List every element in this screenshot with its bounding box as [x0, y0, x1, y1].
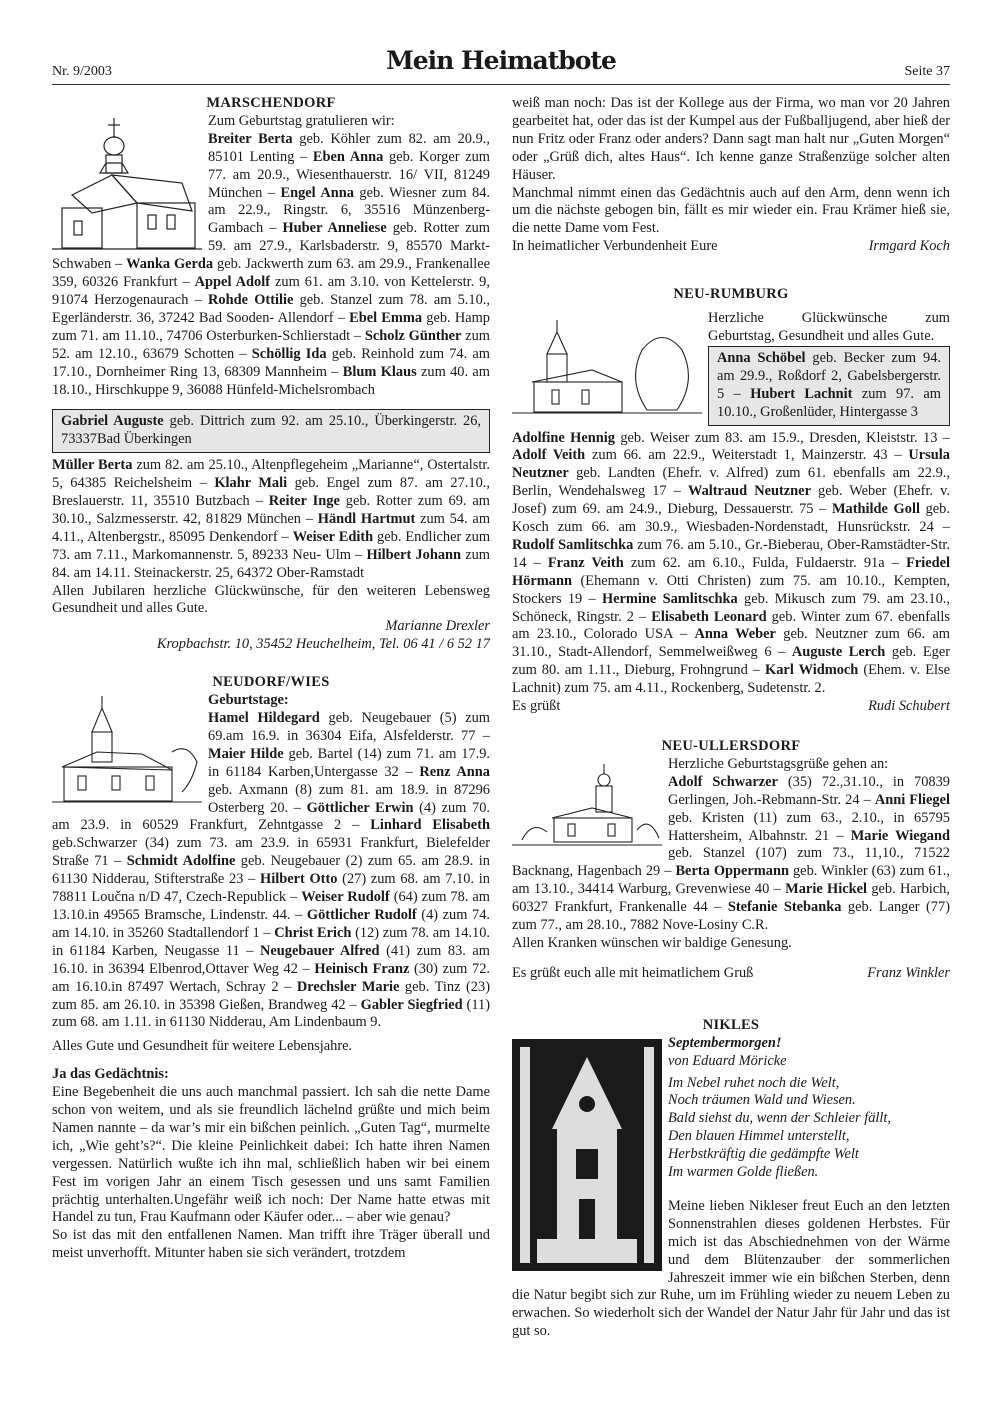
section-title: NIKLES — [702, 1016, 760, 1033]
poem-line: Bald siehst du, wenn der Schleier fällt, — [668, 1110, 892, 1127]
section-marschendorf — [52, 95, 490, 654]
church-illustration — [52, 692, 202, 807]
story-cont-1: weiß man noch: Das ist der Kollege aus der Firma, wo man vor 20 Jahren gearbeitet hat, oder das ist der Kumpel aus der Fußballjugend, aber hieß der nun Fritz oder Franz oder anders? Dann sagt man halt nur „Guten Morgen“ oder „Grüß dich, altes Haus“. Ich kenne ganze Straßenzüge solcher alten Häuser. — [512, 95, 950, 183]
signature: Es grüßt euch alle mit heimatlichem Gruß Franz Winkler — [512, 964, 950, 981]
poem-author: von Eduard Möricke — [668, 1052, 787, 1069]
section-title: NEU-ULLERSDORF — [661, 738, 801, 754]
story-cont-2: Manchmal nimmt einen das Gedächtnis auch auf den Arm, denn wenn ich um die nächste gebogen bin, fällt es mir wieder ein. Frau Krämer hieß sie, die nette Dame vom Fest. — [512, 184, 950, 237]
subheading: Geburtstage: — [208, 692, 289, 709]
section-title: MARSCHENDORF — [206, 95, 336, 111]
story-title: Ja das Gedächtnis: — [52, 1066, 169, 1083]
birthday-list-2: Müller Berta zum 82. am 25.10., Altenpflegeheim „Marianne“, Ostertalstr. 5, 64385 Reichelsheim – Klahr Mali geb. Engel zum 87. am 27.10., Breslauerstr. 11, 35510 Butzbach – Reiter Inge geb. Rotter zum 69. am 30.10., Salzmesserstr. 42, 81829 München – Händl Hartmut zum 54. am 4.11., Altenbergstr., 85095 Denkendorf – Weiser Edith geb. Endlicher zum 73. am 7.11., Markomannenstr. 5, 89233 Neu- Ulm – Hilbert Johann zum 84. am 14.11. Steinackerstr. 25, 64372 Ober-Ramstadt — [52, 457, 491, 581]
author-address: Kropbachstr. 10, 35452 Heuchelheim, Tel. 06 41 / 6 52 17 — [156, 636, 490, 653]
section-neudorf-wies — [52, 674, 490, 1263]
story-signature: In heimatlicher Verbundenheit Eure Irmgard Koch — [512, 238, 950, 255]
birthday-list-1: Breiter Berta geb. Köhler zum 82. am 20.9., 85101 Lenting – Eben Anna geb. Korger zum 77. am 20.9., Wiesenthauerstr. 16/ VII, 81249 München – Engel Anna geb. Wiesner zum 84. am 22.9., Ringstr. 6, 35516 Münzenberg-Gambach – Huber Anneliese geb. Rotter zum 59. am 27.9., Karlsbaderstr. 9, 85570 Markt- Schwaben – Wanka Gerda geb. Jackwerth zum 63. am 29.9., Frankenallee 359, 60326 Frankfurt – Appel Adolf zum 61. am 3.10. von Kettelerstr. 9, 91074 Herzogenaurach – Rohde Ottilie geb. Stanzel zum 78. am 5.10., Egerländerstr. 36, 37242 Bad Sooden- Allendorf – Ebel Emma geb. Hamp zum 71. am 11.10., 74706 Osterburken-Schlierstadt – Scholz Günther zum 52. am 12.10., 63679 Schotten – Schöllig Ida geb. Reinhold zum 74. am 17.10., Dornheimer Ring 13, 68309 Mannheim – Blum Klaus zum 40. am 18.10., Hirschkuppe 9, 36088 Hünfeld-Michelsrombach — [52, 130, 490, 398]
issue-number: Nr. 9/2003 — [52, 64, 112, 79]
church-illustration — [52, 113, 202, 253]
birthday-list: Adolf Schwarzer (35) 72.,31.10., in 70839 Gerlingen, Joh.-Rebmann-Str. 24 – Anni Fliegel geb. Kristen (11) zum 63., 2.10., in 65795 Hattersheim, Albahnstr. 21 – Marie Wiegand geb. Stanzel (107) zum 73., 11,10., 71522 Backnang, Hagenbach 29 – Berta Oppermann geb. Winkler (63) zum 61., am 13.10., 34414 Warburg, Grevenwiese 40 – Marie Hickel geb. Harbich, 60327 Frankfurt, Frankenalle 44 – Stefanie Stebanka geb. Langer (77) zum 77., am 28.10., 7882 Nove-Losiny C.R. — [512, 773, 951, 934]
greeting-intro: Herzliche Geburtstagsgrüße gehen an: — [668, 755, 889, 772]
page-number: Seite 37 — [904, 64, 950, 79]
closing-text: Allen Jubilaren herzliche Glückwünsche, für den weiteren Lebensweg Gesundheit und alles Gute. — [52, 582, 490, 617]
nikles-text: Meine lieben Nikleser freut Euch an den letzten Sonnenstrahlen dieses goldenen Herbstes. Für mich ist das Abschiednehmen von der Wärme und dem Blütenzauber der sommerlichen Jahreszeit immer wie ein bißchen Sterben, denn die Natur begibt sich zur Ruhe, um im Frühling wieder zu neuem Leben zu erwachen. So wiederholt sich der Wandel der Natur Jahr für Jahr und das ist gut so. — [512, 1197, 950, 1340]
sick-wish: Allen Kranken wünschen wir baldige Genesung. — [512, 934, 792, 951]
birthday-list: Hamel Hildegard geb. Neugebauer (5) zum 69.am 16.9. in 36304 Eifa, Alsfelderstr. 77 – Maier Hilde geb. Bartel (14) zum 71. am 17.9. in 61184 Karben,Untergasse 32 – Renz Anna geb. Axmann (8) zum 81. am 18.9. in 87296 Osterberg 20. – Göttlicher Erwin (4) zum 70. am 23.9. in 60529 Frankfurt, Zehntgasse 2 – Linhard Elisabeth geb.Schwarzer (34) zum 73. am 23.9. in 65931 Frankfurt, Bielefelder Straße 71 – Schmidt Adolfine geb. Neugebauer (2) zum 65. am 28.9. in 61130 Nidderau, Stifterstraße 23 – Hilbert Otto (27) zum 68. am 7.10. in 78811 Loučna n/D 47, Czech-Republick – Weiser Rudolf (64) zum 78. am 13.10.in 49565 Bramsche, Lindenstr. 44. – Göttlicher Rudolf (4) zum 74. am 14.10. in 35260 Stadtallendorf 1 – Christ Erich (12) zum 78. am 14.10. in 61184 Karben, Neugasse 11 – Neugebauer Alfred (41) zum 83. am 16.10. in 36394 Elbenrod,Ottaver Weg 42 – Heinisch Franz (30) zum 72. am 16.10.in 87497 Wertach, Schray 2 – Drechsler Marie geb. Tinz (23) zum 85. am 26.10. in 35398 Gießen, Brandweg 42 – Gabler Siegfried (11) zum 68. am 1.11. in 61130 Nidderau, Am Lindenbaum 9. — [52, 710, 491, 1031]
poem-line: Im warmen Golde fließen. — [668, 1164, 819, 1181]
left-column — [52, 95, 490, 1263]
signature: Es grüßt Rudi Schubert — [512, 698, 950, 715]
poem-title: Septembermorgen! — [668, 1034, 782, 1051]
right-column — [512, 95, 950, 1341]
church-illustration — [512, 310, 702, 418]
birthday-list: Adolfine Hennig geb. Weiser zum 83. am 15.9., Dresden, Kleiststr. 13 – Adolf Veith zum 66. am 22.9., Weiterstadt 1, Mainzerstr. 43 – Ursula Neutzner geb. Landten (Ehefr. v. Alfred) zum 61. ebenfalls am 22.9., Berlin, Wendehalsweg 17 – Waltraud Neutzner geb. Weber (Ehefr. v. Josef) zum 69. am 24.9., Dieburg, Dessauerstr. 75 – Mathilde Goll geb. Kosch zum 66. am 30.9., Wiesbaden-Nordenstadt, Hunsrückstr. 24 – Rudolf Samlitschka zum 76. am 5.10., Gr.-Bieberau, Ober-Ramstädter-Str. 14 – Franz Veith zum 62. am 6.10., Fulda, Fuldaerstr. 91a – Friedel Hörmann (Ehemann v. Otti Christen) zum 75. am 10.10., Kempten, Stockers 19 – Hermine Samlitschka geb. Mikusch zum 79. am 23.10., Schöneck, Ringstr. 2 – Elisabeth Leonard geb. Winter zum 67. ebenfalls am 23.10., Colorado USA – Anna Weber geb. Neutzner zum 66. am 31.10., Stadt-Allendorf, Semmelweißweg 6 – Auguste Lerch geb. Eger zum 80. am 1.11., Dieburg, Frohngrund – Karl Widmoch (Ehem. v. Else Lachnit) zum 75. am 4.11., Rockenberg, Sudetenstr. 2. — [512, 429, 951, 697]
story-text: Eine Begebenheit die uns auch manchmal passiert. Ich sah die nette Dame schon von weitem, und als sie freundlich lächelnd grüßte und mich beim Namen nannte – da war’s mir ein bißchen peinlich. „Guten Tag“, murmelte ich, „Wie geht’s?“. Die kleine Peinlichkeit dabei: Ich hatte ihren Namen vergessen. Natürlich wußte ich ihn mal, schließlich haben wir bei einem Fest im vorigen Jahr an einem Tisch gesessen und uns samt Familien prächtig unterhalten.Ungefähr weiß ich noch: Der Name hatte etwas mit Handel zu tun, Frau Kaufmann oder Käufer oder... – aber wie genau? — [52, 1084, 490, 1226]
section-title: NEU-RUMBURG — [673, 286, 789, 303]
poem-line: Im Nebel ruhet noch die Welt, — [668, 1074, 840, 1091]
poem-line: Herbstkräftig die gedämpfte Welt — [668, 1146, 859, 1163]
story-text-2: So ist das mit den entfallenen Namen. Man trifft ihre Träger überall und meist unverhofft. Mitunter haben sie sich verändert, trotzdem — [52, 1227, 490, 1262]
section-nikles — [512, 1017, 950, 1341]
church-illustration — [512, 760, 662, 855]
birthday-intro: Zum Geburtstag gratulieren wir: — [208, 112, 395, 129]
church-tower-illustration — [512, 1039, 662, 1271]
section-neu-rumburg — [512, 286, 950, 716]
page-header — [52, 42, 950, 85]
poem-line: Den blauen Himmel unterstellt, — [668, 1128, 850, 1145]
section-title: NEUDORF/WIES — [212, 674, 330, 691]
section-neu-ullersdorf — [512, 738, 950, 983]
greeting-intro: Herzliche Glückwünsche zum Geburtstag, Gesundheit und alles Gute. — [708, 310, 950, 344]
masthead-logo: Mein Heimatbote — [386, 46, 616, 75]
wish-text: Alles Gute und Gesundheit für weitere Lebensjahre. — [52, 1038, 353, 1055]
story-continuation — [512, 95, 950, 256]
highlight-box: Gabriel Auguste geb. Dittrich zum 92. am 25.10., Überkingerstr. 26, 73337Bad Überkingen — [52, 409, 490, 453]
highlight-box: Anna Schöbel geb. Becker zum 94. am 29.9., Roßdorf 2, Gabelsbergerstr. 5 – Hubert Lachnit zum 97. am 10.10., Großenlüder, Hintergasse 3 — [708, 346, 950, 426]
poem-line: Noch träumen Wald und Wiesen. — [668, 1092, 856, 1109]
author-signature: Marianne Drexler — [385, 618, 490, 635]
